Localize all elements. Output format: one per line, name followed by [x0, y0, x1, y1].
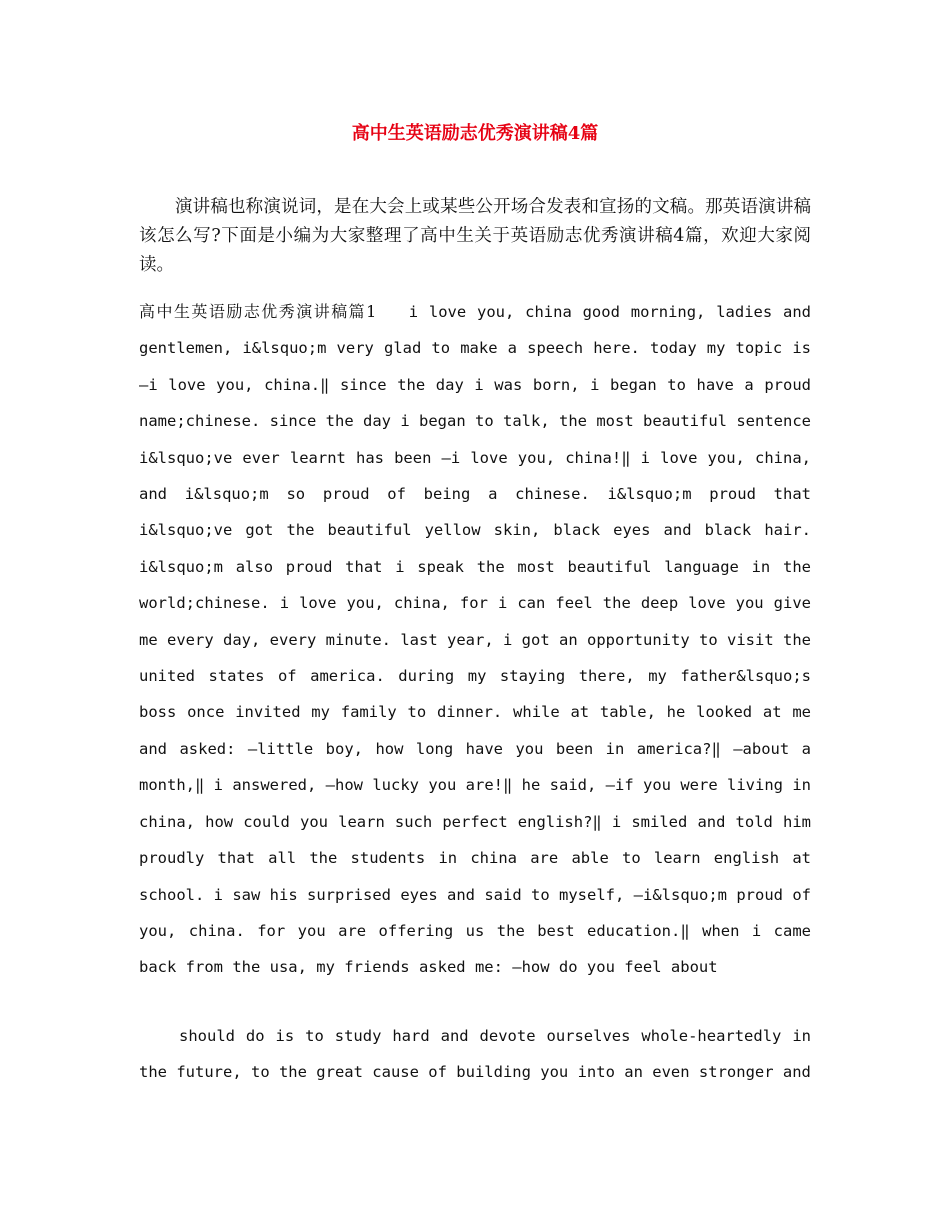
- speech-body: i love you, china good morning, ladies and gentlemen, i&lsquo;m very glad to make a speech here. today my topic is ―i love you, china.‖ since the day i was born, i began to have a proud name;chinese. since the day i began to talk, the most beautiful sentence i&lsquo;ve ever learnt has been ―i love you, china!‖ i love you, china, and i&lsquo;m so proud of being a chinese. i&lsquo;m proud that i&lsquo;ve got the beautiful yellow skin, black eyes and black hair. i&lsquo;m also proud that i speak the most beautiful language in the world;chinese. i love you, china, for i can feel the deep love you give me every day, every minute. last year, i got an opportunity to visit the united states of america. during my staying there, my father&lsquo;s boss once invited my family to dinner. while at table, he looked at me and asked: ―little boy, how long have you been in america?‖ ―about a month,‖ i answered, ―how lucky you are!‖ he said, ―if you were living in china, how could you learn such perfect english?‖ i smiled and told him proudly that all the students in china are able to learn english at school. i saw his surprised eyes and said to myself, ―i&lsquo;m proud of you, china. for you are offering us the best education.‖ when i came back from the usa, my friends asked me: ―how do you feel about: [139, 303, 821, 977]
- continuation-paragraph: should do is to study hard and devote ourselves whole-heartedly in the future, to the great cause of building you into an even stronger and: [139, 1027, 811, 1082]
- speech-heading: 高中生英语励志优秀演讲稿篇1: [139, 302, 377, 321]
- intro-paragraph: 演讲稿也称演说词，是在大会上或某些公开场合发表和宣扬的文稿。那英语演讲稿该怎么写?下面是小编为大家整理了高中生关于英语励志优秀演讲稿4篇，欢迎大家阅读。: [139, 197, 811, 275]
- document-title: 高中生英语励志优秀演讲稿4篇: [351, 123, 599, 144]
- speech-paragraph: [139, 294, 821, 986]
